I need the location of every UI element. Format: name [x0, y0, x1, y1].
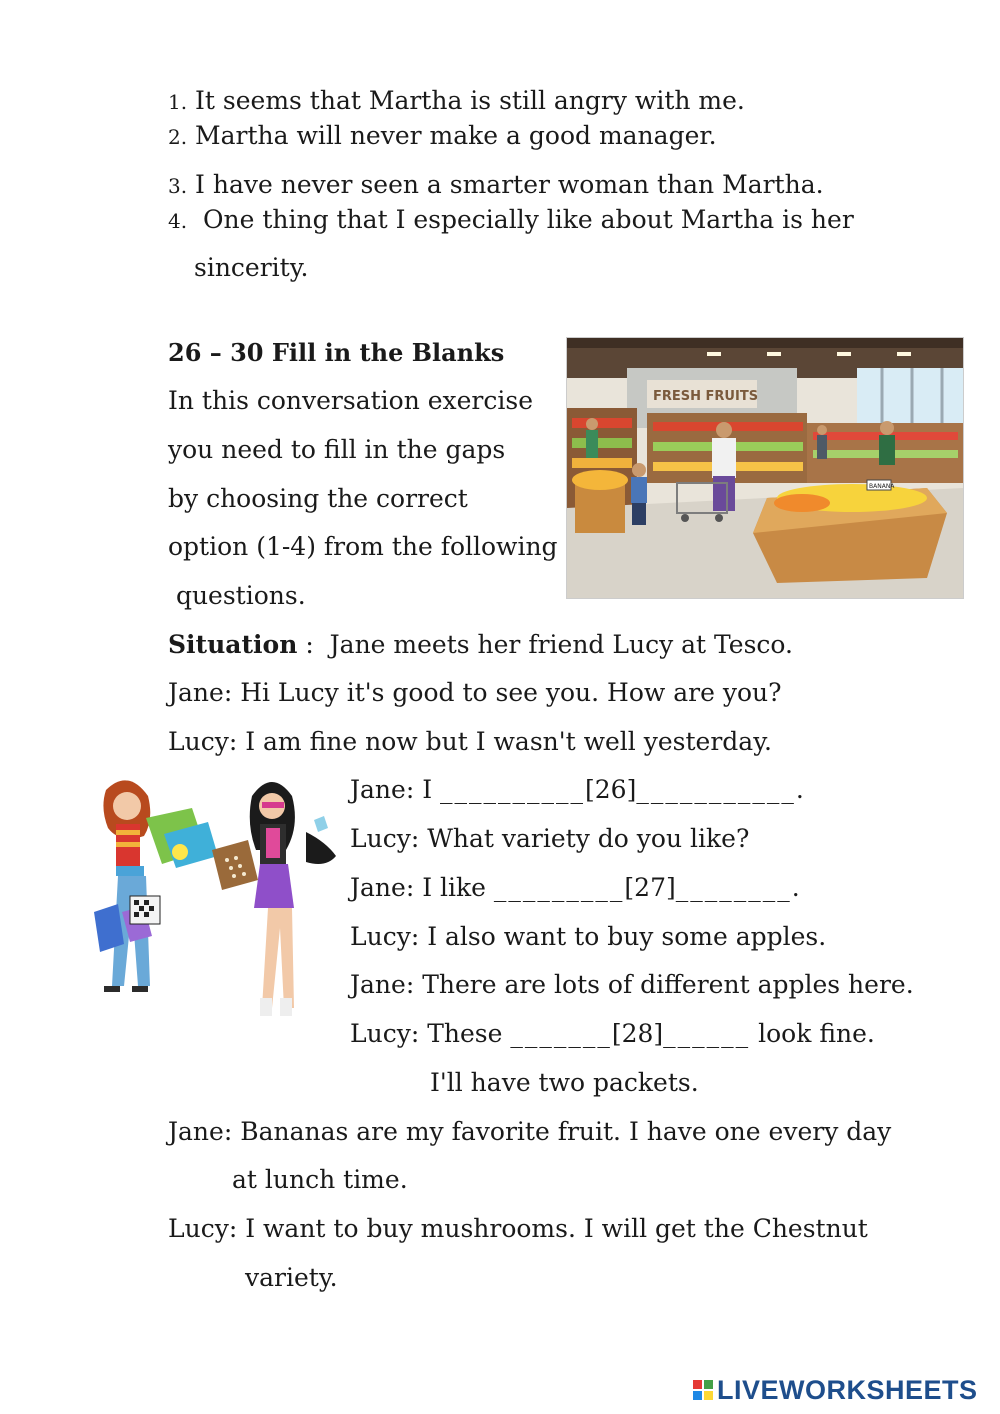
situation-text: Jane meets her friend Lucy at Tesco.	[329, 630, 793, 659]
logo-block	[693, 1380, 702, 1389]
gap-26-tag: [26]	[585, 775, 637, 804]
dialogue-line: Lucy: I am fine now but I wasn't well yesterday.	[168, 727, 772, 756]
banana-label: BANANA	[869, 483, 895, 490]
dialogue-line: Jane: Bananas are my favorite fruit. I have one every day	[168, 1117, 892, 1146]
gap-26-line: Jane: I __________[26]___________.	[350, 775, 804, 804]
gap-28-line: Lucy: These _______[28]______ look fine.	[350, 1019, 875, 1048]
dialogue-line: Lucy: I also want to buy some apples.	[350, 922, 827, 951]
instruction-line: questions.	[168, 581, 306, 610]
list-item-1	[168, 85, 745, 118]
dialogue-line: I'll have two packets.	[430, 1068, 699, 1097]
list-text: I have never seen a smarter woman than Martha.	[187, 170, 824, 199]
logo-block	[704, 1380, 713, 1389]
list-text: One thing that I especially like about Martha is her	[187, 205, 854, 234]
list-number: 2.	[168, 125, 188, 149]
gap-28-tag: [28]	[611, 1019, 664, 1048]
gap-28-blank[interactable]: ______	[663, 1019, 751, 1048]
gap-26-blank[interactable]: __________	[440, 775, 586, 804]
dialogue-line: Jane: There are lots of different apples here.	[350, 970, 914, 999]
gap-27-tag: [27]	[624, 873, 676, 902]
logo-block	[693, 1391, 702, 1400]
instruction-line: option (1-4) from the following	[168, 532, 558, 561]
dialogue-line: Lucy: What variety do you like?	[350, 824, 750, 853]
instruction-line: by choosing the correct	[168, 484, 468, 513]
liveworksheets-logo	[693, 1375, 978, 1405]
instruction-line: In this conversation exercise	[168, 386, 534, 415]
gap-27-line: Jane: I like _________[27]________.	[350, 873, 800, 902]
list-item-3	[168, 169, 824, 202]
dialogue-line: variety.	[245, 1263, 338, 1292]
list-text: Martha will never make a good manager.	[187, 121, 717, 150]
list-text: It seems that Martha is still angry with me.	[187, 86, 745, 115]
list-number: 3.	[168, 174, 188, 198]
instruction-line: you need to fill in the gaps	[168, 435, 506, 464]
list-item-4	[168, 204, 854, 237]
section-title: 26 – 30 Fill in the Blanks	[168, 338, 505, 367]
situation-line: Situation : Jane meets her friend Lucy at Tesco.	[168, 630, 793, 659]
logo-blocks-icon	[693, 1380, 713, 1400]
brand-name: LIVEWORKSHEETS	[717, 1374, 978, 1405]
situation-label: Situation	[168, 630, 298, 659]
list-number: 1.	[168, 90, 188, 114]
store-sign: FRESH FRUITS	[653, 389, 759, 404]
list-item-2	[168, 120, 717, 153]
logo-block	[704, 1391, 713, 1400]
dialogue-line: Lucy: I want to buy mushrooms. I will get the Chestnut	[168, 1214, 868, 1243]
shopping-women-illustration	[82, 772, 354, 1030]
gap-27-blank[interactable]: _________	[493, 873, 625, 902]
supermarket-illustration	[566, 337, 964, 599]
gap-27-blank[interactable]: ________	[675, 873, 792, 902]
dialogue-line: Jane: Hi Lucy it's good to see you. How are you?	[168, 678, 782, 707]
list-item-4-continued: sincerity.	[194, 253, 309, 282]
dialogue-line: at lunch time.	[232, 1165, 408, 1194]
list-number: 4.	[168, 209, 188, 233]
gap-28-blank[interactable]: _______	[510, 1019, 612, 1048]
gap-26-blank[interactable]: ___________	[636, 775, 796, 804]
